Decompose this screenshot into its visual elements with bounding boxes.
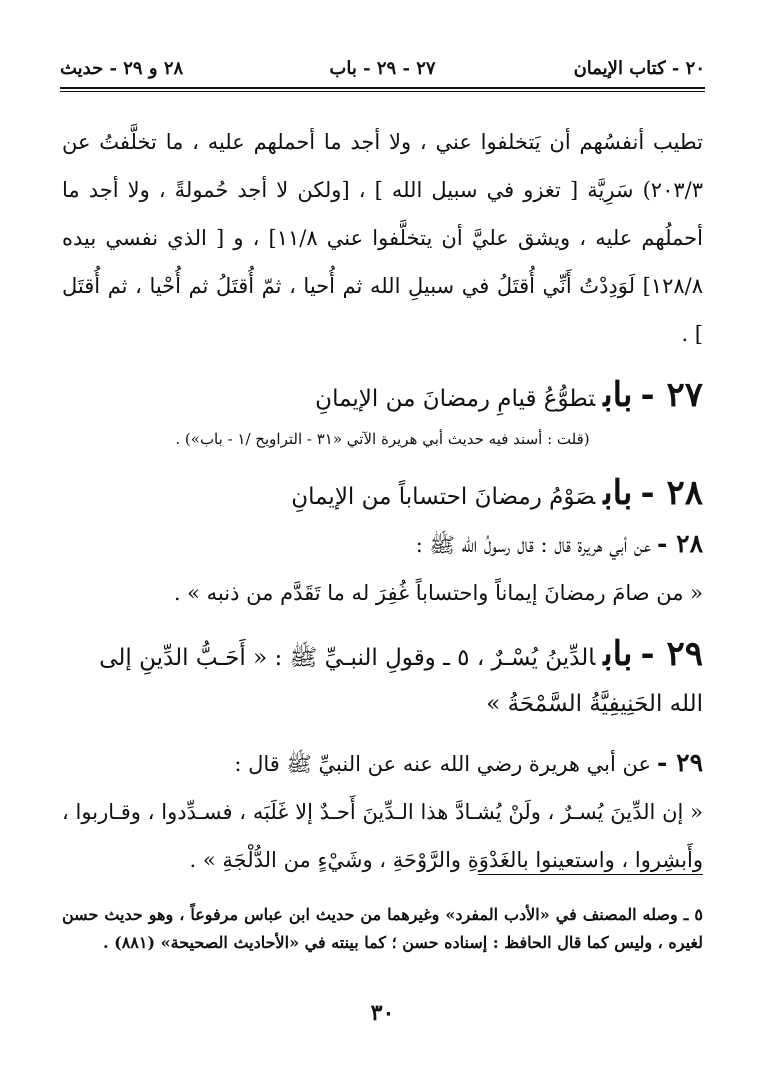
hadith-29-intro: عن أبي هريرة رضي الله عنه عن النبيِّ ﷺ قال :	[234, 752, 652, 776]
header-hadith-range: ٢٨ و ٢٩ - حديث	[60, 58, 184, 79]
page-number: ٣٠	[370, 1000, 395, 1026]
hadith-28-intro: عن أبي هريرة قال : قال رسولُ الله ﷺ :	[415, 533, 652, 557]
chapter-28-heading	[62, 470, 703, 520]
chapter-28-number: ٢٨ -	[640, 473, 703, 513]
hadith-28-text: « من صامَ رمضانَ إيماناً واحتساباً غُفِرَ له ما تَقَدَّم من ذنبه » .	[173, 581, 703, 605]
header-chapter-range: ٢٧ - ٢٩ - باب	[329, 58, 436, 79]
chapter-29-title: الدِّينُ يُسْـرٌ ، ٥ ـ وقولِ النبـيِّ ﷺ : « أَحَـبُّ الدِّينِ إلى الله الحَنِيفِيَّةُ السَّمْحَةُ »	[99, 645, 703, 717]
hadith-29-number: ٢٩ -	[657, 748, 703, 777]
header-book-title: ٢٠ - كتاب الإيمان	[573, 58, 705, 79]
chapter-27-heading	[62, 372, 703, 422]
header-divider	[60, 87, 705, 89]
running-header	[60, 58, 705, 86]
chapter-28-bab: باب	[603, 473, 633, 513]
hadith-28-number: ٢٨ -	[657, 529, 703, 558]
chapter-27-bab: باب	[603, 375, 633, 415]
intro-paragraph: تطيب أنفسُهم أن يَتخلفوا عني ، ولا أجد ما أحملهم عليه ، ما تخلَّفتُ عن ٢٠٣/٣) سَرِيَّة [ تغزو في سبيل الله ] ، [ولكن لا أجد حُمولةً ، ولا أجد ما أحملُهم عليه ، ويشق عليَّ أن يتخلَّفوا عني ١١/٨] ، و [ الذي نفسي بيده ١٢٨/٨] لَوَدِدْتُ أَنِّي أُقتَلُ في سبيلِ الله ثم أُحيا ، ثمّ أُقتَلُ ثم أُحْيا ، ثم أُقتَل ] .	[62, 130, 703, 346]
page-body	[62, 118, 703, 884]
header-divider-thin	[60, 91, 705, 92]
hadith-29-text: « إن الدِّينَ يُسـرٌ ، ولَنْ يُشـادَّ هذا الـدِّينَ أَحـدٌ إلا غَلَبَه ، فسـدِّدوا ، وقـاربوا ، وأَبشِروا ، واستعينوا بالغَدْوَةِ والرَّوْحَةِ ، وشَيْءٍ من الدُّلْجَةِ » .	[62, 800, 703, 872]
hadith-29-intro-line	[62, 739, 703, 788]
chapter-27-note: (قلت : أسند فيه حديث أبي هريرة الآتي «٣١ - التراويح /١ - باب») .	[175, 430, 590, 448]
chapter-29-heading	[62, 631, 703, 727]
chapter-29-number: ٢٩ -	[640, 634, 703, 674]
chapter-29-bab: باب	[603, 634, 633, 674]
chapter-27-number: ٢٧ -	[640, 375, 703, 415]
chapter-28-title: صَوْمُ رمضانَ احتساباً من الإيمانِ	[291, 484, 596, 510]
footnote: ٥ ـ وصله المصنف في «الأدب المفرد» وغيرهما من حديث ابن عباس مرفوعاً ، وهو حديث حسن لغيره ، وليس كما قال الحافظ : إسناده حسن ؛ كما بينته في «الأحاديث الصحيحة» (٨٨١) .	[62, 905, 703, 952]
footnote-divider	[478, 874, 703, 875]
chapter-27-title: تطوُّعُ قيامِ رمضانَ من الإيمانِ	[315, 386, 596, 412]
spacer	[62, 727, 703, 739]
hadith-28-intro-line	[62, 520, 703, 569]
